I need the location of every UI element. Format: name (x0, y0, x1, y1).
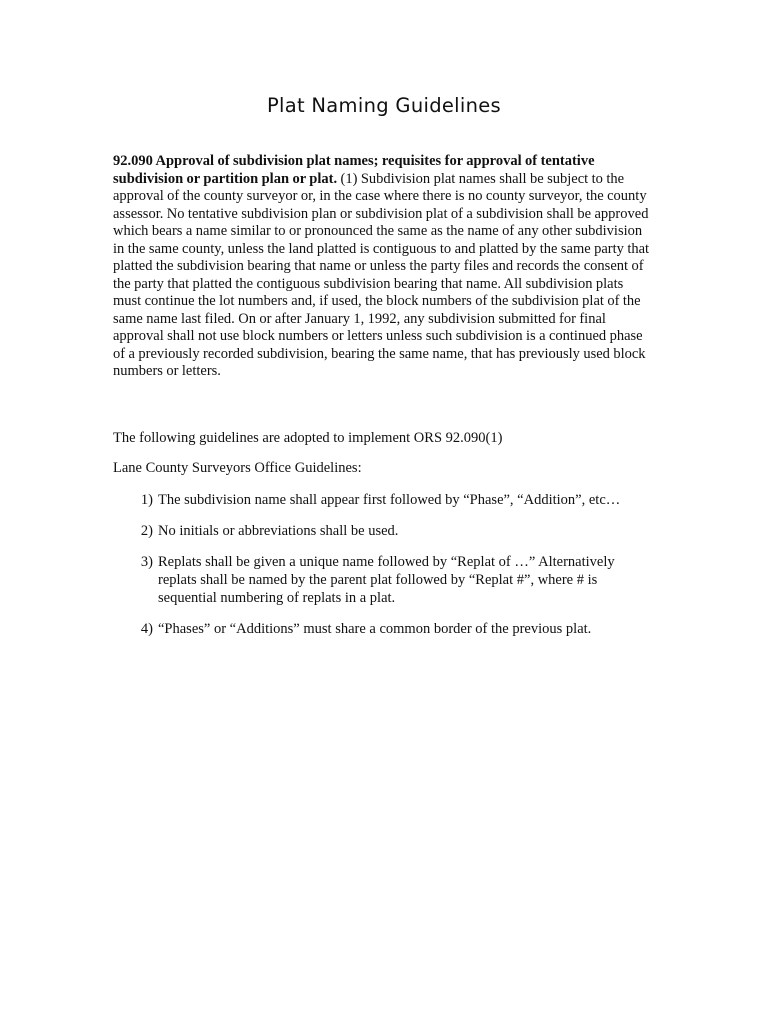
guidelines-list (113, 491, 653, 651)
list-item (113, 522, 653, 540)
list-item-text: “Phases” or “Additions” must share a common border of the previous plat. (158, 621, 592, 637)
document-title: Plat Naming Guidelines (266, 94, 502, 117)
list-item-number: 4) (140, 621, 153, 637)
statute-body: (1) Subdivision plat names shall be subject to the approval of the county surveyor or, in the case where there is no county surveyor, the county assessor. No tentative subdivision plan or subdivision plat of a subdivision shall be approved which bears a name similar to or pronounced the same as the name of any other subdivision in the same county, unless the land platted is contiguous to and platted by the same party that platted the subdivision bearing that name or unless the party files and records the consent of the party that platted the contiguous subdivision bearing that name. All subdivision plats must continue the lot numbers and, if used, the block numbers of the subdivision plat of the same name last filed. On or after January 1, 1992, any subdivision submitted for final approval shall not use block numbers or letters unless such subdivision is a continued phase of a previously recorded subdivision, bearing the same name, that has previously used block numbers or letters. (113, 170, 650, 379)
statute-heading: 92.090 Approval of subdivision plat names; requisites for approval of tentative subdivision or partition plan or plat. (113, 153, 595, 187)
list-item (113, 553, 653, 607)
list-item-number: 2) (140, 523, 153, 539)
office-guidelines-heading: Lane County Surveyors Office Guidelines: (113, 460, 362, 476)
statute-paragraph (113, 153, 653, 381)
list-item-text: Replats shall be given a unique name followed by “Replat of …” Alternatively replats shall be named by the parent plat followed by “Replat #”, where # is sequential numbering of replats in a plat. (158, 554, 615, 606)
list-item (113, 620, 653, 638)
list-item (113, 491, 653, 509)
list-item-text: No initials or abbreviations shall be used. (158, 523, 399, 539)
guidelines-intro: The following guidelines are adopted to implement ORS 92.090(1) (113, 430, 503, 446)
list-item-text: The subdivision name shall appear first followed by “Phase”, “Addition”, etc… (158, 492, 621, 508)
list-item-number: 3) (140, 554, 153, 570)
list-item-number: 1) (140, 492, 153, 508)
